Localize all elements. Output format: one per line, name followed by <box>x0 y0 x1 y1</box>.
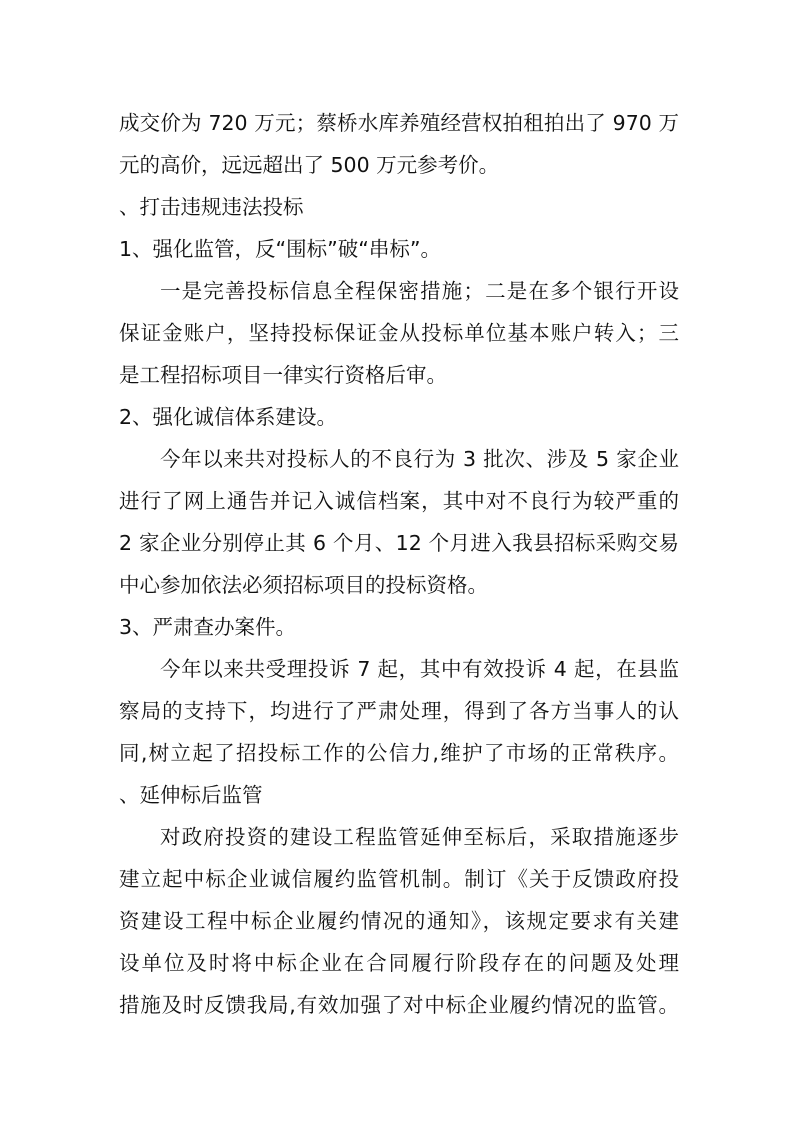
paragraph-line: 今年以来共对投标人的不良行为 3 批次、涉及 5 家企业 <box>160 447 679 471</box>
paragraph-line: 2 家企业分别停止其 6 个月、12 个月进入我县招标采购交易 <box>119 531 679 555</box>
paragraph-line: 建立起中标企业诚信履约监管机制。制订《关于反馈政府投 <box>119 867 679 891</box>
subsection-heading: 1、强化监管，反“围标”破“串标”。 <box>119 237 442 261</box>
section-heading: 、延伸标后监管 <box>119 783 263 807</box>
subsection-heading: 3、严肃查办案件。 <box>119 615 297 639</box>
paragraph-line: 中心参加依法必须招标项目的投标资格。 <box>119 573 488 597</box>
paragraph-line: 是工程招标项目一律实行资格后审。 <box>119 363 447 387</box>
paragraph-line: 今年以来共受理投诉 7 起，其中有效投诉 4 起，在县监 <box>160 657 679 681</box>
document-body <box>119 102 679 1026</box>
paragraph-line: 同,树立起了招投标工作的公信力,维护了市场的正常秩序。 <box>119 741 679 765</box>
paragraph-line: 设单位及时将中标企业在合同履行阶段存在的问题及处理 <box>119 951 679 975</box>
paragraph-line: 对政府投资的建设工程监管延伸至标后，采取措施逐步 <box>160 825 679 849</box>
paragraph-line: 保证金账户，坚持投标保证金从投标单位基本账户转入；三 <box>119 321 679 345</box>
paragraph-line: 一是完善投标信息全程保密措施；二是在多个银行开设 <box>160 279 679 303</box>
paragraph-line: 察局的支持下，均进行了严肃处理，得到了各方当事人的认 <box>119 699 679 723</box>
paragraph-line: 资建设工程中标企业履约情况的通知》，该规定要求有关建 <box>119 909 679 933</box>
paragraph-line: 措施及时反馈我局,有效加强了对中标企业履约情况的监管。 <box>119 993 679 1017</box>
subsection-heading: 2、强化诚信体系建设。 <box>119 405 338 429</box>
section-heading: 、打击违规违法投标 <box>119 195 304 219</box>
paragraph-line: 进行了网上通告并记入诚信档案，其中对不良行为较严重的 <box>119 489 679 513</box>
paragraph-line: 成交价为 720 万元；蔡桥水库养殖经营权拍租拍出了 970 万 <box>119 111 679 135</box>
paragraph-line: 元的高价，远远超出了 500 万元参考价。 <box>119 153 500 177</box>
